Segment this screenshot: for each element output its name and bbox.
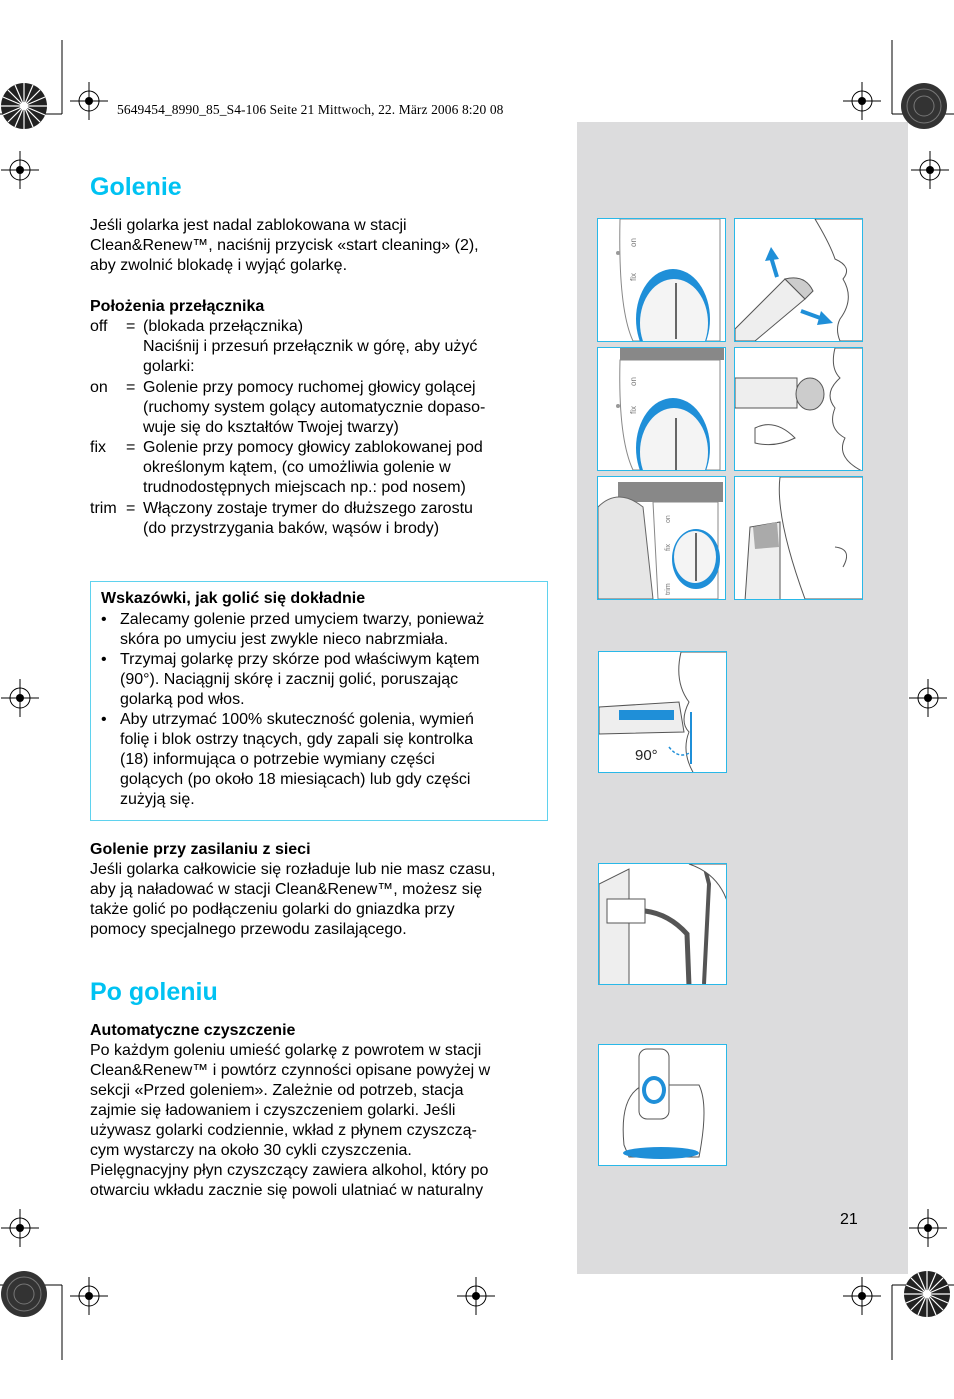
label-fix: fix bbox=[629, 273, 638, 281]
text-line: (blokada przełącznika) bbox=[143, 318, 304, 335]
figure-switch-off bbox=[597, 218, 726, 342]
switch-desc-fix bbox=[143, 438, 543, 498]
text-line: Jeśli golarka całkowicie się rozładuje lub nie masz czasu, bbox=[90, 861, 496, 878]
mains-heading: Golenie przy zasilaniu z sieci bbox=[90, 841, 311, 858]
switch-eq: = bbox=[126, 318, 136, 335]
text-line: aby ją naładować w stacji Clean&Renew™, możesz się bbox=[90, 881, 483, 898]
text-line: zużyją się. bbox=[120, 791, 195, 808]
label-on: on bbox=[629, 377, 638, 386]
text-line: trudnodostępnych miejscach np.: pod nosem) bbox=[143, 479, 466, 496]
page-number: 21 bbox=[840, 1211, 858, 1228]
switch-key-trim: trim bbox=[90, 500, 117, 517]
switch-heading: Położenia przełącznika bbox=[90, 298, 265, 315]
switch-eq: = bbox=[126, 500, 136, 517]
switch-desc-off bbox=[143, 317, 543, 377]
text-line: Clean&Renew™ i powtórz czynności opisane powyżej w bbox=[90, 1062, 491, 1079]
switch-eq: = bbox=[126, 439, 136, 456]
text-line: także golić po podłączeniu golarki do gniazdka przy bbox=[90, 901, 455, 918]
section-title-golenie: Golenie bbox=[90, 173, 182, 201]
text-line: używasz golarki codziennie, wkład z płynem czyszczą- bbox=[90, 1122, 477, 1139]
starburst-target-icon bbox=[1, 1271, 47, 1317]
text-line: cym wystarczy na około 30 cykli czyszczenia. bbox=[90, 1142, 412, 1159]
text-line: golarki: bbox=[143, 358, 195, 375]
figure-cleaning-station bbox=[598, 1044, 727, 1166]
label-on: on bbox=[665, 515, 672, 523]
text-line: Golenie przy pomocy głowicy zablokowanej pod bbox=[143, 439, 483, 456]
text-line: określonym kątem, (co umożliwia golenie w bbox=[143, 459, 451, 476]
print-header: 5649454_8990_85_S4-106 Seite 21 Mittwoch, 22. März 2006 8:20 08 bbox=[117, 102, 504, 117]
text-line: Pielęgnacyjny płyn czyszczący zawiera alkohol, który po bbox=[90, 1162, 489, 1179]
text-line: pomocy specjalnego przewodu zasilającego. bbox=[90, 921, 407, 938]
tips-heading: Wskazówki, jak golić się dokładnie bbox=[101, 590, 366, 607]
text-line: Golenie przy pomocy ruchomej głowicy golącej bbox=[143, 379, 476, 396]
text-line: Trzymaj golarkę przy skórze pod właściwym kątem bbox=[120, 651, 480, 668]
starburst-target-icon bbox=[904, 1271, 950, 1317]
figure-shaving-angle bbox=[598, 651, 727, 773]
switch-key-on: on bbox=[90, 379, 108, 396]
text-line: (do przystrzygania baków, wąsów i brody) bbox=[143, 520, 440, 537]
text-line: (90°). Naciągnij skórę i zacznij golić, poruszając bbox=[120, 671, 459, 688]
auto-clean-heading: Automatyczne czyszczenie bbox=[90, 1022, 296, 1039]
text-line: Aby utrzymać 100% skuteczność golenia, wymień bbox=[120, 711, 474, 728]
text-line: (18) informująca o potrzebie wymiany części bbox=[120, 751, 435, 768]
starburst-target-icon bbox=[901, 83, 947, 129]
text-line: zajmie się ładowaniem i czyszczeniem golarki. Jeśli bbox=[90, 1102, 456, 1119]
figure-trimming-sideburns bbox=[734, 476, 863, 600]
text-line: skóra po umyciu jest zwykle nieco nabrzmiała. bbox=[120, 631, 449, 648]
text-line: wuje się do kształtów Twojej twarzy) bbox=[143, 419, 399, 436]
text-line: Po każdym goleniu umieść golarkę z powrotem w stacji bbox=[90, 1042, 482, 1059]
text-line: folię i blok ostrzy tnących, gdy zapali się kontrolka bbox=[120, 731, 474, 748]
auto-clean-paragraph bbox=[90, 1041, 560, 1201]
section-title-po-goleniu: Po goleniu bbox=[90, 978, 218, 1006]
mains-paragraph bbox=[90, 860, 560, 940]
text-line: Clean&Renew™, naciśnij przycisk «start cleaning» (2), bbox=[90, 237, 479, 254]
text-line: Jeśli golarka jest nadal zablokowana w stacji bbox=[90, 217, 407, 234]
figure-switch-slide bbox=[734, 218, 863, 342]
label-fix: fix bbox=[665, 544, 672, 551]
bullet: • bbox=[101, 611, 107, 628]
tip-item bbox=[101, 610, 541, 650]
text-line: sekcji «Przed goleniem». Zależnie od potrzeb, stacja bbox=[90, 1082, 464, 1099]
label-trim: trim bbox=[665, 583, 672, 595]
label-on: on bbox=[629, 238, 638, 247]
intro-paragraph bbox=[90, 216, 560, 276]
figure-shaving-under-nose bbox=[734, 347, 863, 471]
switch-desc-on bbox=[143, 378, 543, 438]
text-line: golarką pod włos. bbox=[120, 691, 245, 708]
text-line: aby zwolnić blokadę i wyjąć golarkę. bbox=[90, 257, 348, 274]
bullet: • bbox=[101, 711, 107, 728]
switch-key-off: off bbox=[90, 318, 108, 335]
switch-eq: = bbox=[126, 379, 136, 396]
text-line: Zalecamy golenie przed umyciem twarzy, ponieważ bbox=[120, 611, 485, 628]
switch-key-fix: fix bbox=[90, 439, 106, 456]
bullet: • bbox=[101, 651, 107, 668]
text-line: Naciśnij i przesuń przełącznik w górę, aby użyć bbox=[143, 338, 478, 355]
angle-label: 90° bbox=[635, 747, 658, 764]
text-line: (ruchomy system golący automatycznie dopaso- bbox=[143, 399, 486, 416]
label-fix: fix bbox=[629, 406, 638, 414]
switch-desc-trim bbox=[143, 499, 543, 539]
text-line: golących (po około 18 miesiącach) lub gdy części bbox=[120, 771, 471, 788]
figure-switch-on bbox=[597, 347, 726, 471]
text-line: Włączony zostaje trymer do dłuższego zarostu bbox=[143, 500, 473, 517]
starburst-target-icon bbox=[1, 83, 47, 129]
figure-switch-trim bbox=[597, 476, 726, 600]
text-line: otwarciu wkładu zacznie się powoli ulatniać w naturalny bbox=[90, 1182, 484, 1199]
tip-item bbox=[101, 650, 541, 710]
figure-power-cord bbox=[598, 863, 727, 985]
tips-box bbox=[90, 581, 548, 821]
tip-item bbox=[101, 710, 541, 810]
